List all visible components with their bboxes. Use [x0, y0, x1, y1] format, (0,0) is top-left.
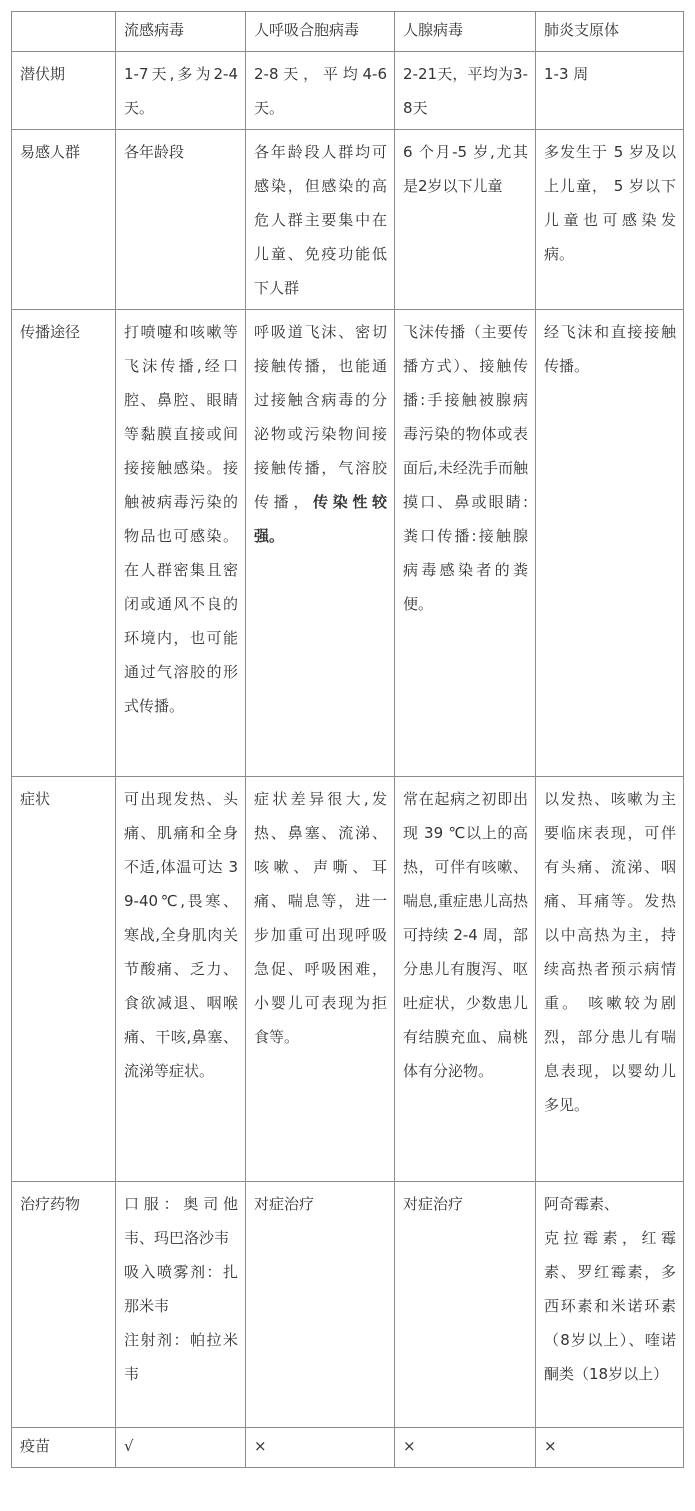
cell-drugs-rsv: 对症治疗	[246, 1182, 395, 1428]
header-flu: 流感病毒	[116, 12, 246, 52]
row-incubation	[12, 52, 684, 130]
header-adenovirus: 人腺病毒	[395, 12, 536, 52]
cell-vaccine-adenovirus: ×	[395, 1428, 536, 1468]
cell-incubation-flu: 1-7天,多为2-4天。	[116, 52, 246, 130]
drug-line-inhaled: 吸入喷雾剂：扎那米韦	[124, 1263, 238, 1315]
cell-transmission-adenovirus: 飞沫传播（主要传播方式）、接触传播:手接触被腺病毒污染的物体或表面后,未经洗手而触摸口、鼻或眼睛:粪口传播:接触腺病毒感染者的粪便。	[395, 310, 536, 777]
cell-vaccine-mycoplasma: ×	[536, 1428, 684, 1468]
cell-drugs-flu	[116, 1182, 246, 1428]
cell-transmission-flu: 打喷嚏和咳嗽等飞沫传播,经口腔、鼻腔、眼睛等黏膜直接或间接接触感染。接触被病毒污染的物品也可感染。在人群密集且密闭或通风不良的环境内，也可能通过气溶胶的形式传播。	[116, 310, 246, 777]
transmission-rsv-text: 呼吸道飞沫、密切接触传播，也能通过接触含病毒的分泌物或污染物间接接触传播，气溶胶传播，	[254, 323, 387, 511]
cell-population-flu: 各年龄段	[116, 130, 246, 310]
cell-symptoms-flu: 可出现发热、头痛、肌痛和全身不适,体温可达 39-40℃,畏寒、寒战,全身肌肉关节酸痛、乏力、食欲减退、咽喉痛、干咳,鼻塞、流涕等症状。	[116, 777, 246, 1182]
cell-vaccine-rsv: ×	[246, 1428, 395, 1468]
row-label-population: 易感人群	[12, 130, 116, 310]
drug-line-oral: 口服：奥司他韦、玛巴洛沙韦	[124, 1195, 238, 1247]
cell-incubation-mycoplasma: 1-3 周	[536, 52, 684, 130]
cell-population-adenovirus: 6 个月-5 岁,尤其是2岁以下儿童	[395, 130, 536, 310]
header-corner-cell	[12, 12, 116, 52]
row-label-transmission: 传播途径	[12, 310, 116, 777]
transmission-rsv-emphasis: 传染性较强。	[254, 493, 387, 545]
header-row	[12, 12, 684, 52]
row-transmission	[12, 310, 684, 777]
row-label-vaccine: 疫苗	[12, 1428, 116, 1468]
row-label-incubation: 潜伏期	[12, 52, 116, 130]
virus-comparison-table	[11, 11, 684, 1468]
cell-drugs-adenovirus: 对症治疗	[395, 1182, 536, 1428]
row-label-symptoms: 症状	[12, 777, 116, 1182]
row-symptoms	[12, 777, 684, 1182]
cell-transmission-mycoplasma: 经飞沫和直接接触传播。	[536, 310, 684, 777]
header-mycoplasma: 肺炎支原体	[536, 12, 684, 52]
row-population	[12, 130, 684, 310]
cell-symptoms-rsv: 症状差异很大,发热、鼻塞、流涕、咳嗽、声嘶、耳痛、喘息等，进一步加重可出现呼吸急促、呼吸困难，小婴儿可表现为拒食等。	[246, 777, 395, 1182]
cell-incubation-rsv: 2-8天，平均4-6天。	[246, 52, 395, 130]
cell-population-mycoplasma: 多发生于 5 岁及以上儿童， 5 岁以下儿童也可感染发病。	[536, 130, 684, 310]
cell-vaccine-flu: √	[116, 1428, 246, 1468]
drug-line-others: 克拉霉素，红霉素、罗红霉素，多西环素和米诺环素（8岁以上）、喹诺酮类（18岁以上）	[544, 1229, 676, 1383]
drug-line-azithromycin: 阿奇霉素、	[544, 1195, 620, 1213]
cell-population-rsv: 各年龄段人群均可感染，但感染的高危人群主要集中在儿童、免疫功能低下人群	[246, 130, 395, 310]
row-vaccine	[12, 1428, 684, 1468]
row-label-drugs: 治疗药物	[12, 1182, 116, 1428]
cell-drugs-mycoplasma	[536, 1182, 684, 1428]
cell-incubation-adenovirus: 2-21天，平均为3-8天	[395, 52, 536, 130]
cell-transmission-rsv	[246, 310, 395, 777]
cell-symptoms-mycoplasma: 以发热、咳嗽为主要临床表现，可伴有头痛、流涕、咽痛、耳痛等。发热以中高热为主，持续高热者预示病情重。 咳嗽较为剧烈，部分患儿有喘息表现，以婴幼儿多见。	[536, 777, 684, 1182]
header-rsv: 人呼吸合胞病毒	[246, 12, 395, 52]
row-drugs	[12, 1182, 684, 1428]
cell-symptoms-adenovirus: 常在起病之初即出现 39 ℃以上的高热，可伴有咳嗽、喘息,重症患儿高热可持续 2-4 周，部分患儿有腹泻、呕吐症状，少数患儿有结膜充血、扁桃体有分泌物。	[395, 777, 536, 1182]
drug-line-injection: 注射剂：帕拉米韦	[124, 1331, 238, 1383]
